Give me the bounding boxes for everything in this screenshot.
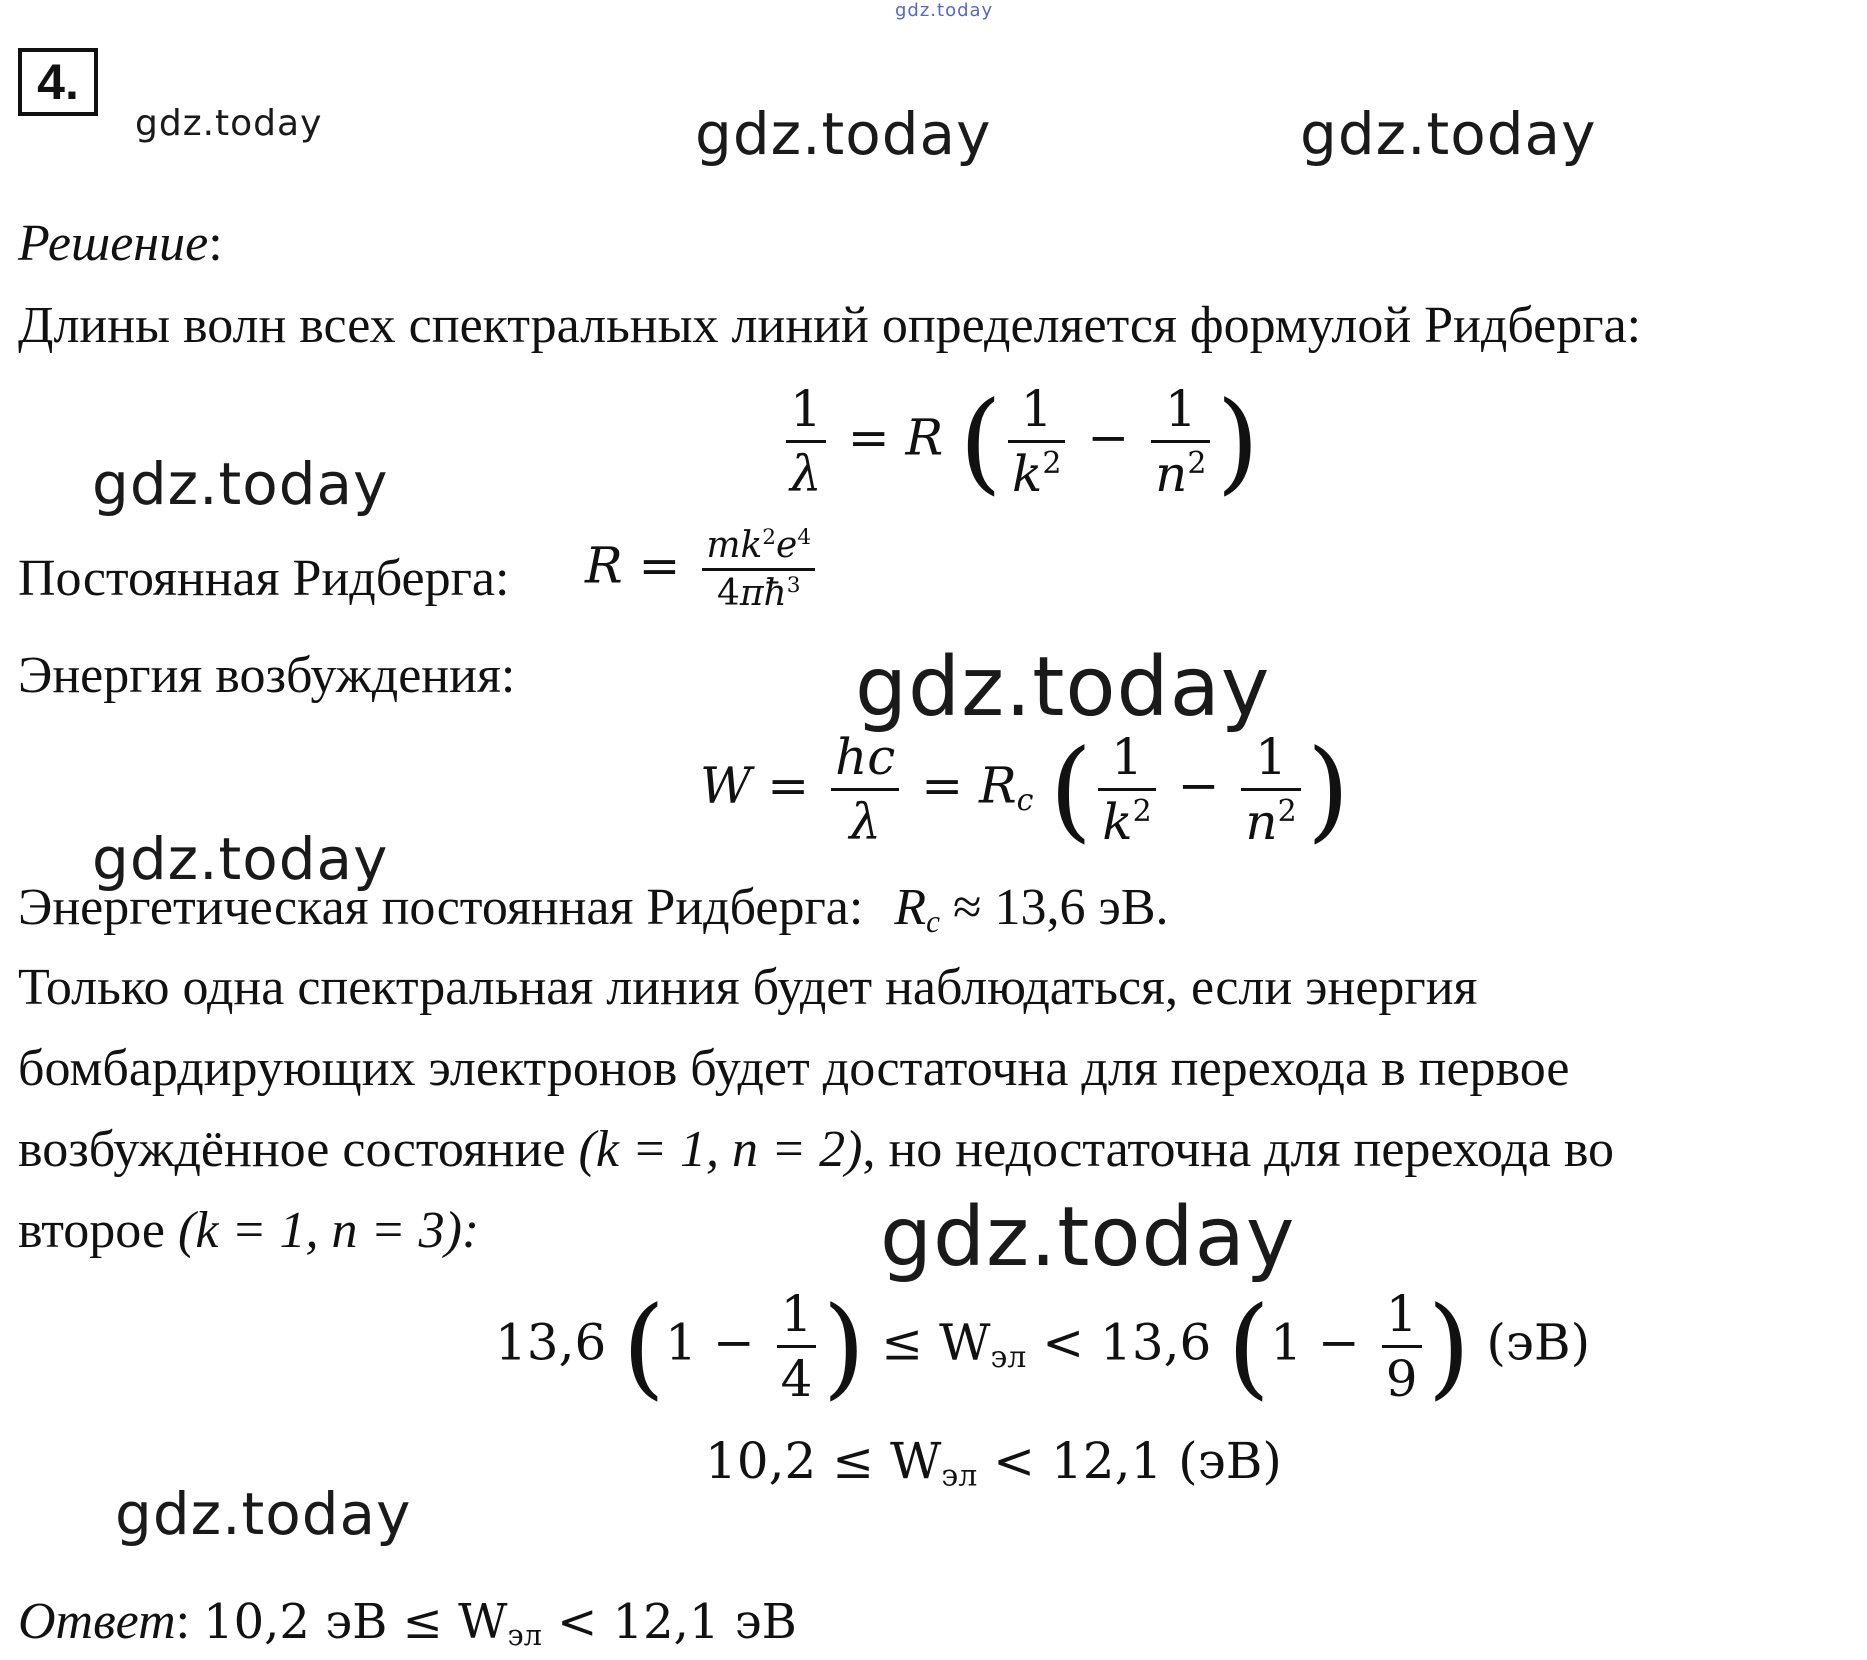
rydberg-intro: Длины волн всех спектральных линий определяется формулой Ридберга: bbox=[18, 297, 1642, 354]
energy-rydberg-label: Энергетическая постоянная Ридберга: bbox=[18, 879, 864, 936]
watermark: gdz.today bbox=[695, 100, 992, 168]
answer-value: 10,2 эВ ≤ $W_{эл} < 12,1$ эВ bbox=[203, 1594, 797, 1653]
paragraph-line-3-a: возбуждённое состояние bbox=[18, 1121, 566, 1178]
watermark: gdz.today bbox=[135, 103, 323, 144]
answer-line: Ответ: 10,2 эВ ≤ $W_{эл} < 12,1$ эВ bbox=[18, 1593, 797, 1653]
condition-2: (k = 1, n = 3): bbox=[178, 1202, 480, 1259]
watermark: gdz.today bbox=[1300, 100, 1597, 168]
problem-number: 4. bbox=[18, 48, 98, 116]
paragraph-line-3-b: , но недостаточна для перехода во bbox=[862, 1121, 1615, 1178]
excitation-energy-label: Энергия возбуждения: bbox=[18, 647, 516, 704]
inequality-1: 13,6 (1 − $\frac{1}{4}$ ) ≤ $W_{эл} < 13,6$ (1 − $\frac{1}{9}$ ) (эВ) bbox=[495, 1282, 1591, 1411]
solution-heading: Решение: bbox=[18, 215, 223, 272]
condition-1: (k = 1, n = 2) bbox=[578, 1121, 863, 1178]
paragraph-line-1: Только одна спектральная линия будет наблюдаться, если энергия bbox=[18, 959, 1478, 1016]
watermark: gdz.today bbox=[92, 825, 389, 893]
rydberg-constant-label: Постоянная Ридберга: bbox=[18, 550, 510, 607]
paragraph-line-3 bbox=[18, 1121, 1615, 1178]
paragraph-line-4 bbox=[18, 1202, 480, 1259]
rydberg-formula: $\frac{1}{\lambda}$ = R ( $\frac{1}{k^2}$ − $\frac{1}{n^2}$ ) bbox=[780, 380, 1259, 503]
watermark: gdz.today bbox=[855, 640, 1271, 735]
watermark: gdz.today bbox=[880, 1190, 1296, 1285]
excitation-energy-formula: W = $\frac{hc}{\lambda}$ = $R_c$ ( $\frac{1}{k^2}$ − $\frac{1}{n^2}$ ) bbox=[700, 725, 1350, 854]
watermark: gdz.today bbox=[115, 1480, 412, 1548]
inequality-2: $10,2 \le W_{эл} < 12,1$ (эВ) bbox=[705, 1432, 1282, 1494]
rydberg-constant-formula: R = $\frac{mk^2e^4}{4\pi ħ^3}$ bbox=[585, 525, 821, 614]
answer-label: Ответ bbox=[18, 1593, 176, 1650]
energy-rydberg-value: 13,6 эВ. bbox=[994, 879, 1169, 936]
paragraph-line-2: бомбардирующих электронов будет достаточна для перехода в первое bbox=[18, 1040, 1570, 1097]
watermark: gdz.today bbox=[92, 450, 389, 518]
paragraph-line-4-a: второе bbox=[18, 1202, 166, 1259]
solution-label: Решение bbox=[18, 215, 209, 272]
energy-rydberg-line: Энергетическая постоянная Ридберга: $R_c \approx 13,6$ эВ. bbox=[18, 879, 1169, 939]
watermark-top: gdz.today bbox=[895, 0, 994, 21]
frac-1-over-lambda: $\frac{1}{\lambda}$ bbox=[786, 380, 826, 503]
